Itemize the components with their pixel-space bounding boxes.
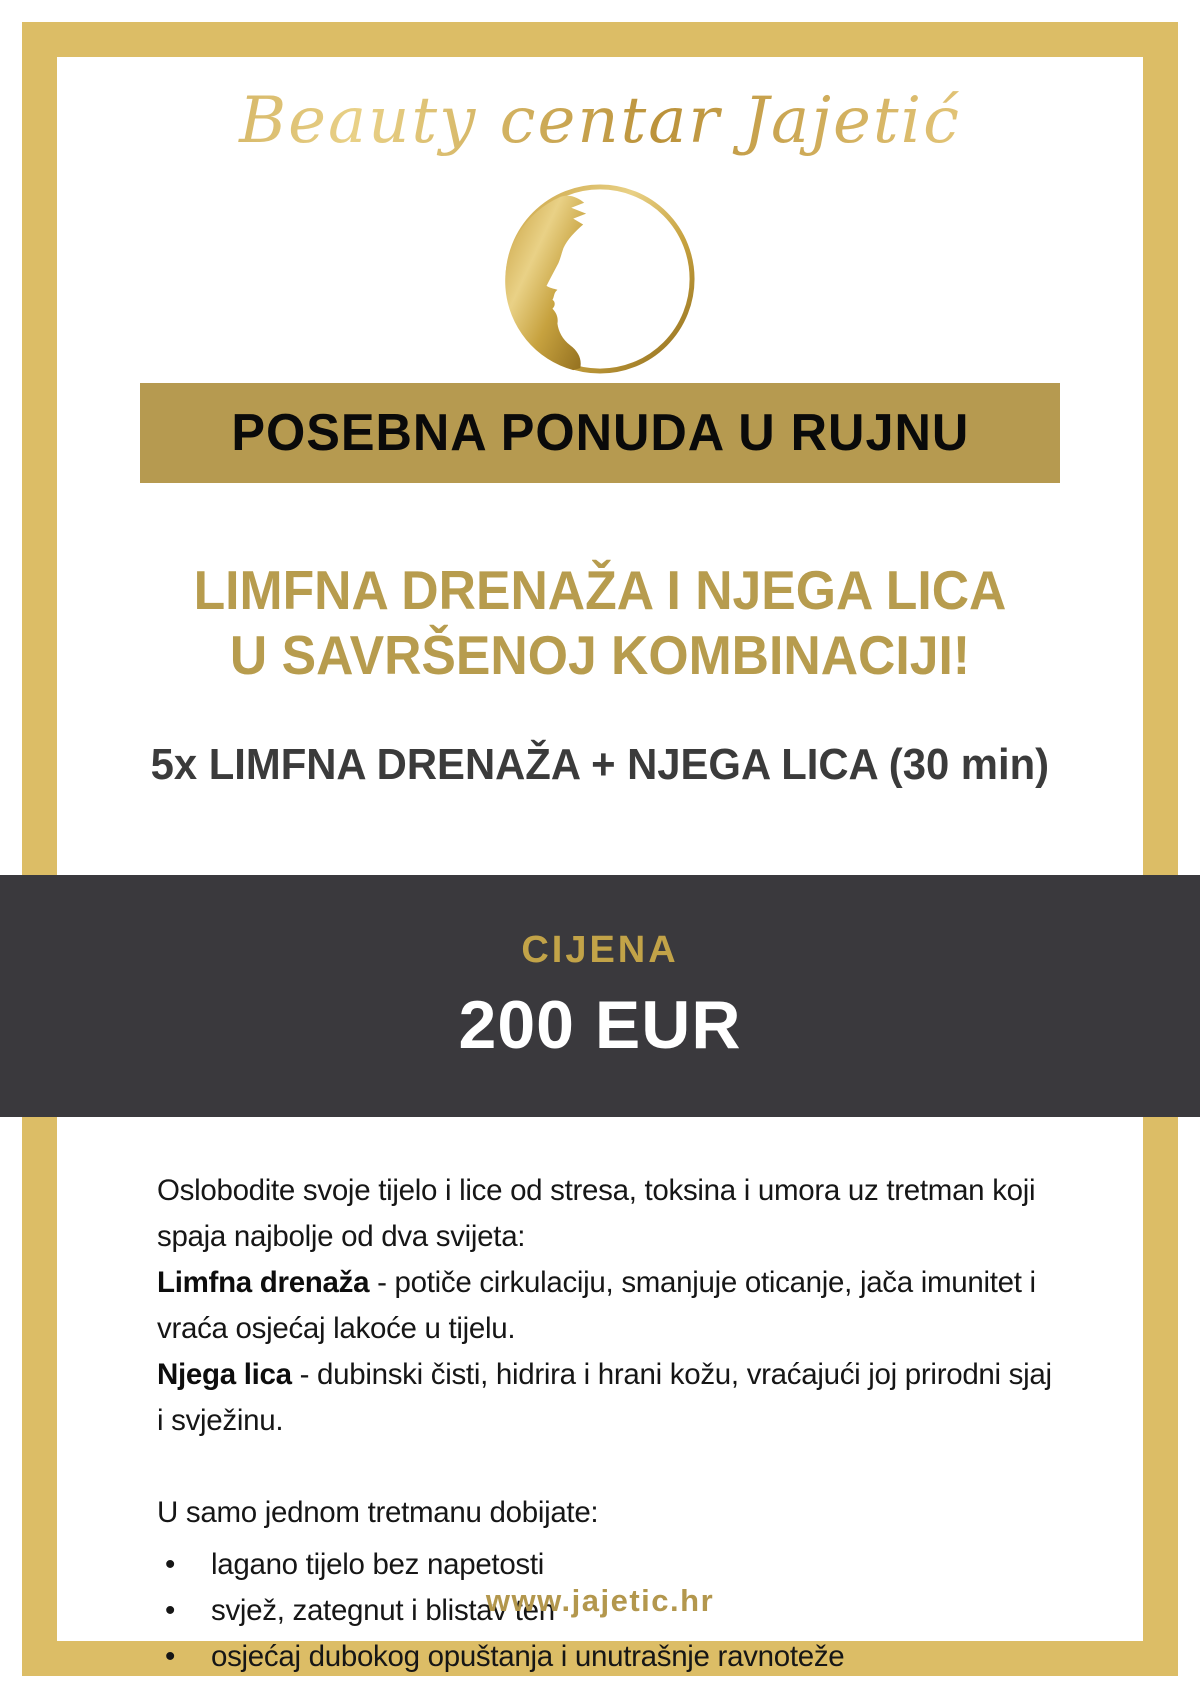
headline-line-2: U SAVRŠENOJ KOMBINACIJI!	[229, 623, 971, 686]
brand-logo-text: Beauty centar Jajetić	[0, 84, 1200, 158]
package-subheadline: 5x LIMFNA DRENAŽA + NJEGA LICA (30 min)	[150, 740, 1050, 789]
woman-face-profile-icon	[501, 180, 699, 378]
benefit-item: • lagano tijelo bez napetosti	[157, 1542, 1062, 1588]
offer-banner-label: POSEBNA PONUDA U RUJNU	[231, 404, 969, 462]
description-item: Njega lica - dubinski čisti, hidrira i hrani kožu, vraćajući joj prirodni sjaj i svježinu.	[157, 1358, 1052, 1438]
bullet-icon: •	[165, 1548, 176, 1582]
logo-face-silhouette	[505, 196, 586, 370]
benefits-title: U samo jednom tretmanu dobijate:	[157, 1496, 599, 1530]
offer-banner	[140, 383, 1060, 483]
brand-logo	[0, 180, 1200, 378]
price-band	[0, 875, 1200, 1117]
price-value: 200 EUR	[458, 986, 742, 1063]
price-label: CIJENA	[521, 928, 679, 971]
description-item: Limfna drenaža - potiče cirkulaciju, smanjuje oticanje, jača imunitet i vraća osjećaj lakoće u tijelu.	[157, 1266, 1036, 1346]
bullet-icon: •	[165, 1594, 176, 1628]
benefit-item: • svjež, zategnut i blistav ten	[157, 1588, 1062, 1634]
website-url: www.jajetic.hr	[485, 1583, 715, 1618]
description-term: Limfna drenaža	[157, 1266, 370, 1300]
description-intro: Oslobodite svoje tijelo i lice od stresa, toksina i umora uz tretman koji spaja najbolje od dva svijeta:	[157, 1174, 1036, 1254]
bullet-icon: •	[165, 1640, 176, 1674]
main-headline	[0, 558, 1200, 688]
description-term: Njega lica	[157, 1358, 292, 1392]
benefit-item: • osjećaj dubokog opuštanja i unutrašnje ravnoteže	[157, 1634, 1062, 1680]
headline-line-1: LIMFNA DRENAŽA I NJEGA LICA	[193, 559, 1007, 621]
